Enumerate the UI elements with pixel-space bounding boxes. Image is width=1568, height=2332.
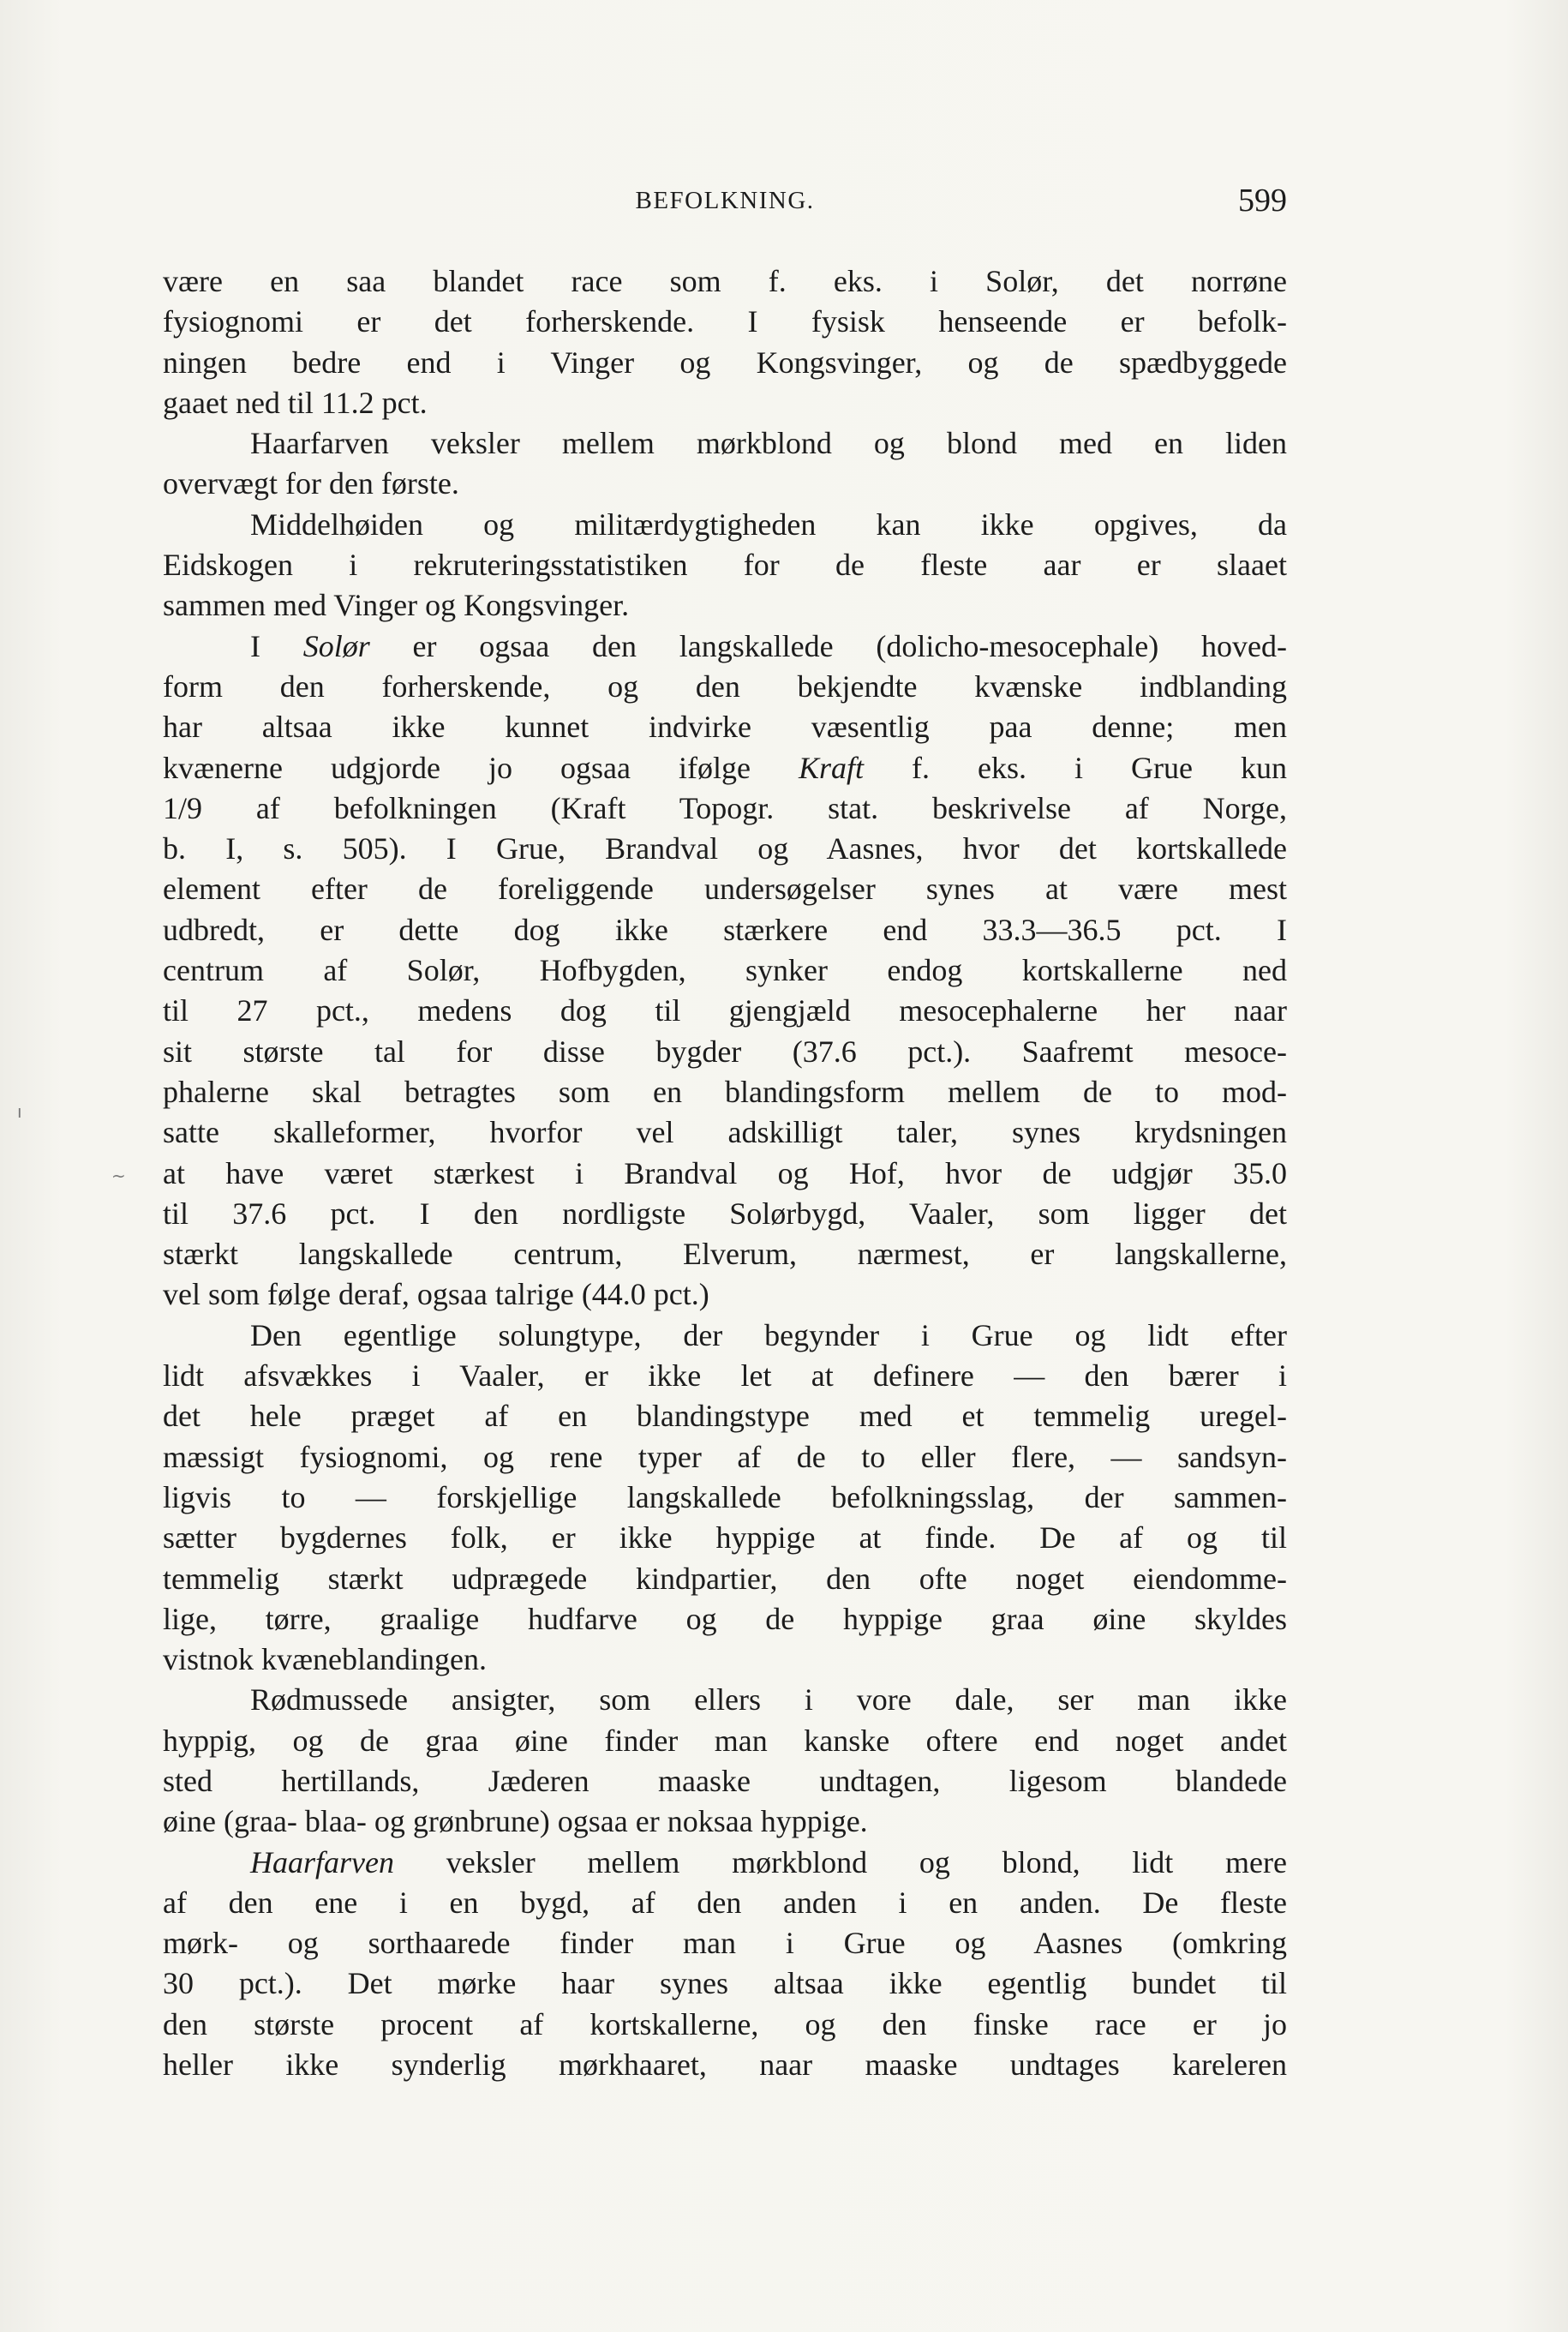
text-line: sætter bygdernes folk, er ikke hyppige at finde. De af og til [163, 1520, 1287, 1556]
text-line: b. I, s. 505). I Grue, Brandval og Aasnes, hvor det kortskallede [163, 831, 1287, 866]
text-line: vistnok kvæneblandingen. [163, 1642, 487, 1677]
text-line: Haarfarven veksler mellem mørkblond og blond, lidt mere [250, 1844, 1287, 1879]
text-line: sit største tal for disse bygder (37.6 pct.). Saafremt mesoce- [163, 1034, 1287, 1069]
text-line: element efter de foreliggende undersøgelser synes at være mest [163, 872, 1287, 907]
text-line: øine (graa- blaa- og grønbrune) ogsaa er noksaa hyppige. [163, 1804, 868, 1839]
margin-mark: ~ [111, 1166, 126, 1186]
text-line: være en saa blandet race som f. eks. i Solør, det norrøne [163, 264, 1287, 298]
text-line: sted hertillands, Jæderen maaske undtagen, ligesom blandede [163, 1763, 1287, 1798]
text-line: gaaet ned til 11.2 pct. [163, 385, 428, 420]
text-line: lidt afsvækkes i Vaaler, er ikke let at definere — den bærer i [163, 1358, 1287, 1394]
text-line: af den ene i en bygd, af den anden i en anden. De fleste [163, 1885, 1287, 1920]
text-line: I Solør er ogsaa den langskallede (dolicho-mesocephale) hoved- [250, 628, 1287, 663]
text-line: at have været stærkest i Brandval og Hof, hvor de udgjør 35.0 [163, 1155, 1287, 1190]
text-line: Rødmussede ansigter, som ellers i vore dale, ser man ikke [250, 1682, 1287, 1718]
text-line: til 37.6 pct. I den nordligste Solørbygd, Vaaler, som ligger det [163, 1196, 1287, 1231]
text-line: udbredt, er dette dog ikke stærkere end 33.3—36.5 pct. I [163, 912, 1287, 947]
text-line: overvægt for den første. [163, 466, 459, 501]
text-line: sammen med Vinger og Kongsvinger. [163, 588, 630, 623]
text-line: ningen bedre end i Vinger og Kongsvinger, og de spædbyggede [163, 345, 1287, 380]
text-line: 30 pct.). Det mørke haar synes altsaa ikke egentlig bundet til [163, 1966, 1287, 2001]
text-line: mørk- og sorthaarede finder man i Grue og Aasnes (omkring [163, 1926, 1287, 1961]
text-line: Haarfarven veksler mellem mørkblond og blond med en liden [250, 426, 1287, 461]
margin-mark: ı [17, 1101, 22, 1122]
text-line: temmelig stærkt udprægede kindpartier, den ofte noget eiendomme- [163, 1561, 1287, 1596]
text-line: heller ikke synderlig mørkhaaret, naar maaske undtages kareleren [163, 2047, 1287, 2083]
running-title: BEFOLKNING. [635, 187, 815, 214]
text-line: Den egentlige solungtype, der begynder i Grue og lidt efter [250, 1317, 1287, 1352]
text-line: kvænerne udgjorde jo ogsaa ifølge Kraft f. eks. i Grue kun [163, 750, 1287, 785]
text-line: ligvis to — forskjellige langskallede befolkningsslag, der sammen- [163, 1479, 1287, 1514]
text-line: centrum af Solør, Hofbygden, synker endog kortskallerne ned [163, 953, 1287, 988]
text-line: lige, tørre, graalige hudfarve og de hyppige graa øine skyldes [163, 1601, 1287, 1636]
text-line: satte skalleformer, hvorfor vel adskilligt taler, synes krydsningen [163, 1115, 1287, 1150]
text-line: til 27 pct., medens dog til gjengjæld mesocephalerne her naar [163, 993, 1287, 1028]
text-line: det hele præget af en blandingstype med et temmelig uregel- [163, 1399, 1287, 1434]
page-header [163, 182, 1287, 219]
text-line: phalerne skal betragtes som en blandingsform mellem de to mod- [163, 1074, 1287, 1109]
body-text [163, 261, 1287, 2085]
text-line: vel som følge deraf, ogsaa talrige (44.0 pct.) [163, 1277, 709, 1312]
text-line: form den forherskende, og den bekjendte kvænske indblanding [163, 668, 1287, 704]
text-line: har altsaa ikke kunnet indvirke væsentlig paa denne; men [163, 710, 1287, 745]
text-line: den største procent af kortskallerne, og den finske race er jo [163, 2006, 1287, 2041]
page-number: 599 [1238, 183, 1287, 219]
text-line: Eidskogen i rekruteringsstatistiken for de fleste aar er slaaet [163, 548, 1287, 583]
text-line: fysiognomi er det forherskende. I fysisk henseende er befolk- [163, 304, 1287, 339]
text-line: mæssigt fysiognomi, og rene typer af de to eller flere, — sandsyn- [163, 1439, 1287, 1474]
text-line: hyppig, og de graa øine finder man kanske oftere end noget andet [163, 1723, 1287, 1758]
text-line: stærkt langskallede centrum, Elverum, nærmest, er langskallerne, [163, 1237, 1287, 1272]
text-line: 1/9 af befolkningen (Kraft Topogr. stat. beskrivelse af Norge, [163, 790, 1287, 825]
text-line: Middelhøiden og militærdygtigheden kan ikke opgives, da [250, 507, 1287, 542]
